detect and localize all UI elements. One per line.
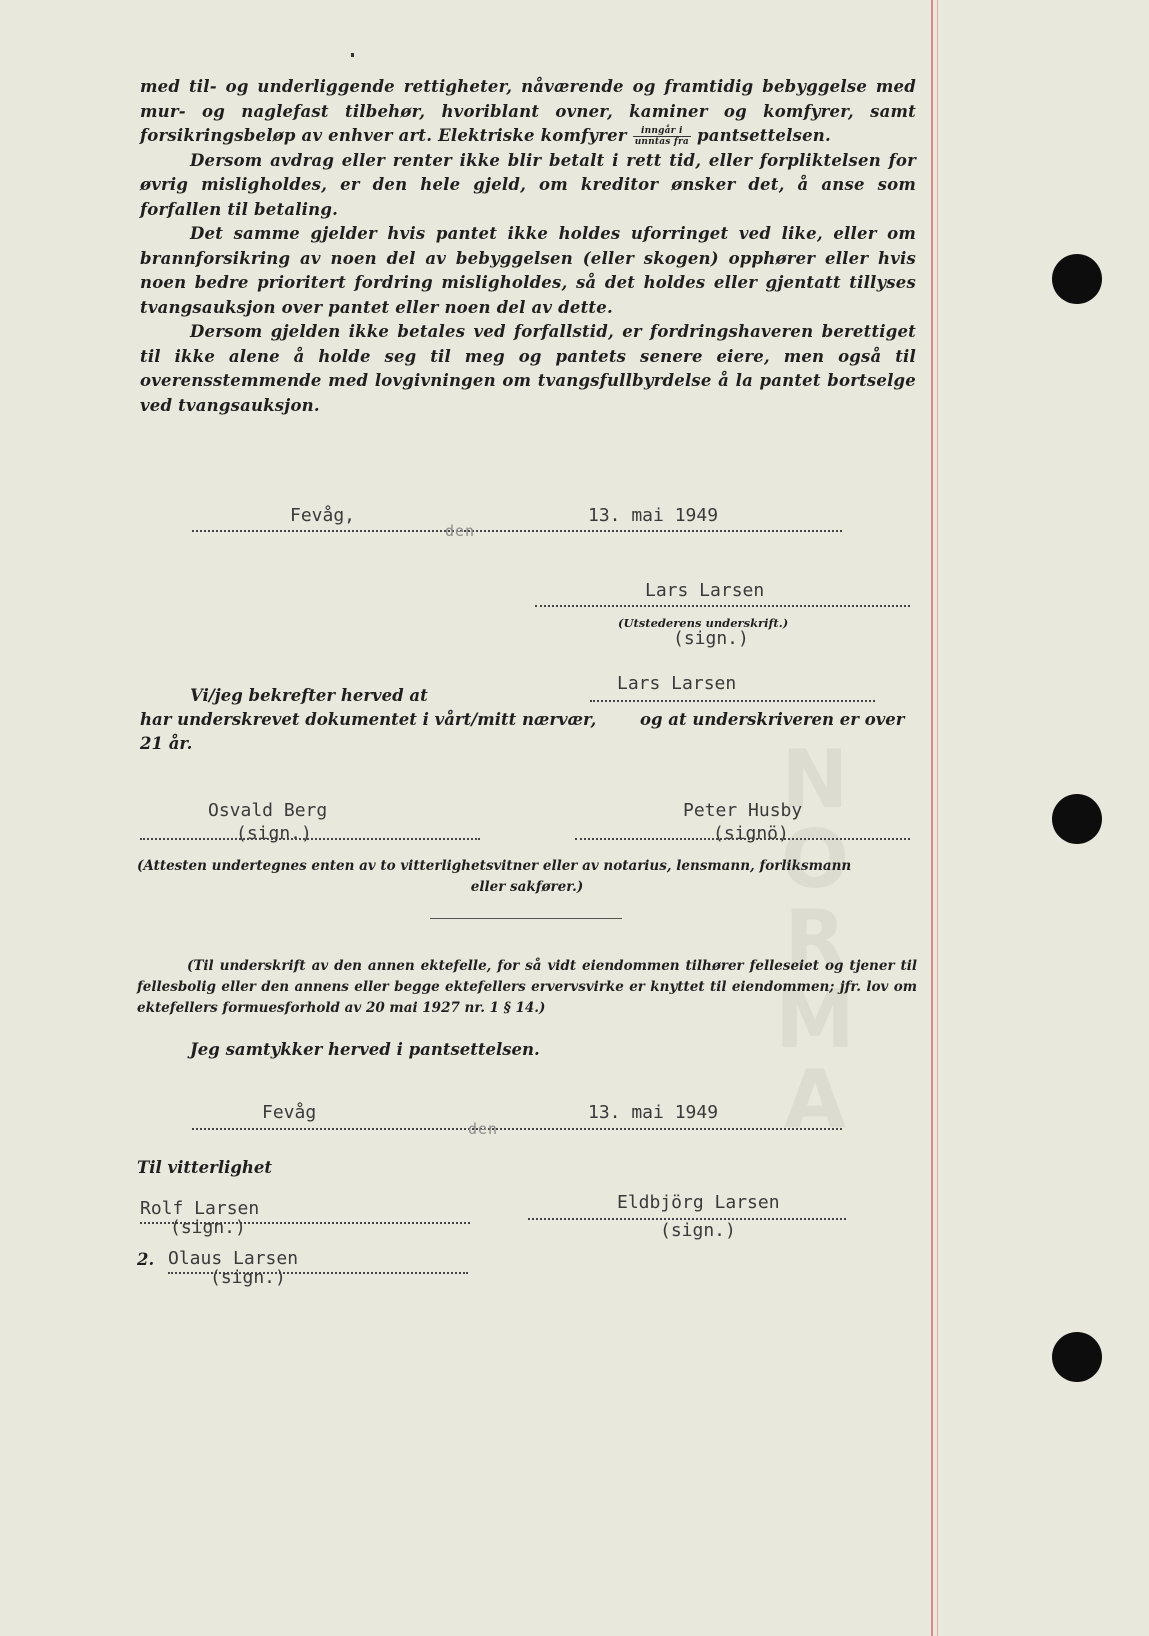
final-witness-2-sign: (sign.) [210,1267,286,1288]
date-line-1 [192,530,842,532]
punch-hole-3 [1052,1332,1102,1382]
consent-text: Jeg samtykker herved i pantsettelsen. [190,1040,540,1059]
struck-den-1: den [445,522,476,540]
spouse-sign: (sign.) [660,1220,736,1241]
witness-1-line [140,838,480,840]
til-vitterlighet: Til vitterlighet [137,1158,273,1177]
confirm-line3: 21 år. [140,734,193,753]
confirm-line2: har underskrevet dokumentet i vårt/mitt nærvær, [140,710,597,729]
confirm-line2-end: og at underskriveren er over [640,710,905,729]
spouse-note: (Til underskrift av den annen ektefelle, for så vidt eiendommen tilhører felleseiet og tjener til fellesbolig eller den annens eller begge ektefellers ervervsvirke er knyttet til eiendommen; jfr. lov om ektefellers formuesforhold av 20 mai 1927 nr. 1 § 14.) [137,958,917,1016]
separator-rule [430,918,622,919]
paragraph-2: Dersom avdrag eller renter ikke blir betalt i rett tid, eller forpliktelsen for øvrig misligholdes, er den hele gjeld, om kreditor ønsker det, å anse som forfallen til betaling. [140,150,916,219]
punch-hole-2 [1052,794,1102,844]
paragraph-3: Det samme gjelder hvis pantet ikke holdes uforringet ved like, eller om brannforsikring av noen del av bebyggelsen (eller skogen) opphører eller hvis noen bedre prioritert fordring misligholdes, så det holdes eller gjentatt tillyses tvangsauksjon over pantet eller noen del av dette. [140,224,916,317]
final-witness-1-name: Rolf Larsen [140,1198,260,1219]
fraction-choice: $\frac{\text{inngår i}}{\text{unntas fra}}$ [634,126,689,147]
paragraph-1: med til- og underliggende rettigheter, nåværende og framtidig bebyggelse med mur- og naglefast tilbehør, hvoriblant ovner, kaminer og komfyrer, samt forsikringsbeløp av enhver art. Elektriske komfyrer $\frac{\text{inngår i}}{\text{unntas fra}}$ pantsettelsen. [140,77,916,147]
struck-den-2: den [468,1120,499,1138]
witness-2-sign: (signö) [713,823,789,844]
confirm-name: Lars Larsen [617,673,737,694]
body-text [140,75,916,418]
attest-caption: (Attesten undertegnes enten av to vitterlighetsvitner eller av notarius, lensmann, forliksmann eller sakfører.) [137,858,852,895]
date-2: 13. mai 1949 [588,1102,719,1123]
witness-1-name: Osvald Berg [208,800,328,821]
issuer-signature: Lars Larsen [645,580,765,601]
issuer-caption: (Utstederens underskrift.) [618,616,789,630]
margin-line-secondary [937,0,938,1636]
confirm-lead: Vi/jeg bekrefter herved at [190,686,428,705]
spouse-signature: Eldbjörg Larsen [617,1192,780,1213]
issuer-line [535,605,910,607]
watermark: N O R M A [775,733,855,1146]
date-1: 13. mai 1949 [588,505,719,526]
witness-1-sign: (sign.) [236,823,312,844]
witness-2-line [575,838,910,840]
place-1: Fevåg, [290,505,356,526]
witness-2-name: Peter Husby [683,800,803,821]
final-witness-2-name: Olaus Larsen [168,1248,299,1269]
paragraph-4: Dersom gjelden ikke betales ved forfallstid, er fordringshaveren berettiget til ikke alene å holde seg til meg og pantets senere eiere, men også til overensstemmende med lovgivningen om tvangsfullbyrdelse å la pantet bortselge ved tvangsauksjon. [140,322,916,415]
punch-hole-1 [1052,254,1102,304]
date-line-2 [192,1128,842,1130]
issuer-sign: (sign.) [673,628,749,649]
final-witness-2-number: 2. [137,1250,155,1269]
ink-speck [351,53,354,57]
place-2: Fevåg [262,1102,317,1123]
margin-line [931,0,933,1636]
final-witness-1-sign: (sign.) [170,1217,246,1238]
confirm-line [590,700,875,702]
